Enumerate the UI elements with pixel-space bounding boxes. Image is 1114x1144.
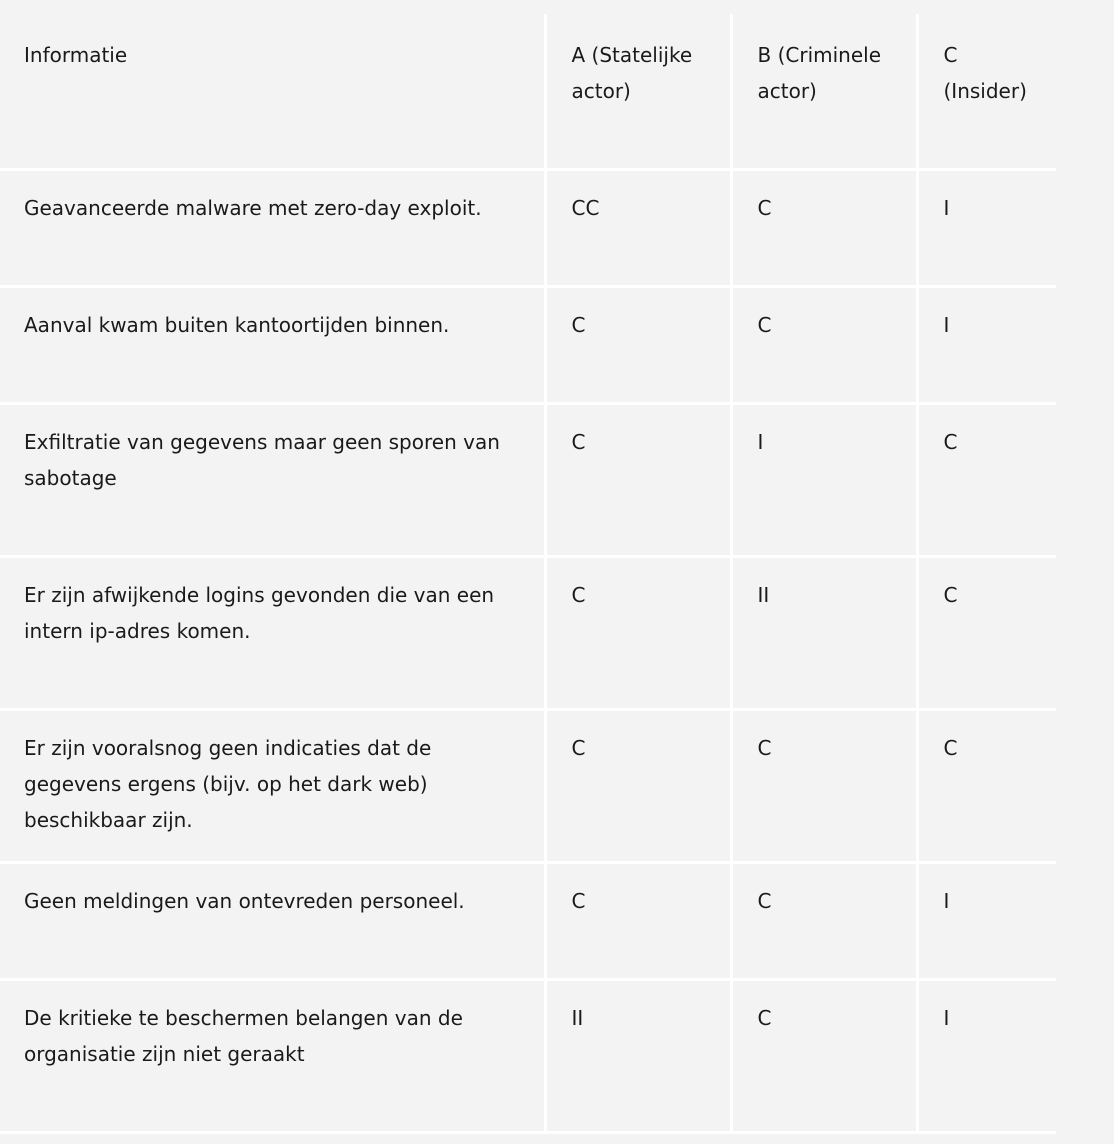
row-score-b: C [731, 170, 917, 287]
column-header-a: A (Statelijke actor) [545, 0, 731, 170]
row-score-a: C [545, 557, 731, 710]
table-row [0, 710, 1056, 863]
top-margin [0, 0, 1056, 14]
table-row [0, 404, 1056, 557]
table-header-row [0, 0, 1056, 170]
row-score-c: C [917, 557, 1056, 710]
row-score-c: I [917, 863, 1056, 980]
row-score-b: C [731, 980, 917, 1133]
row-score-a: C [545, 710, 731, 863]
row-score-a: C [545, 863, 731, 980]
row-score-b: I [731, 404, 917, 557]
table-row [0, 287, 1056, 404]
row-information: Er zijn afwijkende logins gevonden die van een intern ip-adres komen. [0, 557, 545, 710]
row-score-c: I [917, 170, 1056, 287]
row-information: Aanval kwam buiten kantoortijden binnen. [0, 287, 545, 404]
row-score-c: C [917, 710, 1056, 863]
row-score-a: II [545, 980, 731, 1133]
row-score-b: C [731, 863, 917, 980]
row-information: Geavanceerde malware met zero-day exploit. [0, 170, 545, 287]
table-row [0, 170, 1056, 287]
table-row [0, 863, 1056, 980]
row-information: De kritieke te beschermen belangen van de organisatie zijn niet geraakt [0, 980, 545, 1133]
row-score-c: I [917, 980, 1056, 1133]
row-score-b: II [731, 557, 917, 710]
table-row [0, 557, 1056, 710]
row-information: Geen meldingen van ontevreden personeel. [0, 863, 545, 980]
row-score-b: C [731, 287, 917, 404]
table-row [0, 980, 1056, 1133]
row-score-c: C [917, 404, 1056, 557]
column-header-b: B (Criminele actor) [731, 0, 917, 170]
column-header-c: C (Insider) [917, 0, 1056, 170]
column-header-informatie: Informatie [0, 0, 545, 170]
row-information: Er zijn vooralsnog geen indicaties dat de gegevens ergens (bijv. op het dark web) beschikbaar zijn. [0, 710, 545, 863]
row-information: Exfiltratie van gegevens maar geen sporen van sabotage [0, 404, 545, 557]
row-score-a: C [545, 404, 731, 557]
row-score-a: C [545, 287, 731, 404]
row-score-c: I [917, 287, 1056, 404]
row-score-b: C [731, 710, 917, 863]
row-score-a: CC [545, 170, 731, 287]
